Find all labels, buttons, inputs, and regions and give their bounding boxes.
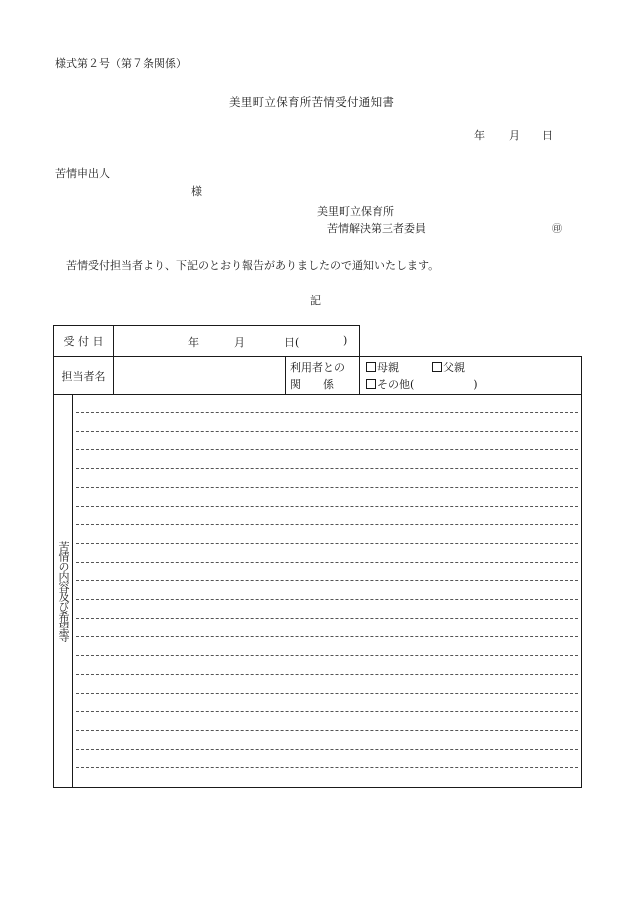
ruled-line	[76, 431, 578, 432]
ruled-line	[76, 487, 578, 488]
received-date-label: 受 付 日	[54, 326, 114, 357]
other-option[interactable]	[366, 378, 414, 391]
honorific-sama: 様	[191, 185, 202, 198]
document-title: 美里町立保育所苦情受付通知書	[229, 95, 395, 109]
notice-text: 苦情受付担当者より、下記のとおり報告がありましたので通知いたします。	[66, 259, 440, 272]
father-option[interactable]	[432, 361, 465, 374]
father-label: 父親	[443, 360, 465, 374]
ruled-line	[76, 693, 578, 694]
content-label-text: 苦情の内容及び希望等	[57, 541, 70, 641]
form-number: 様式第２号（第７条関係）	[55, 57, 187, 70]
ruled-line	[76, 655, 578, 656]
received-weekday-close: )	[343, 334, 348, 347]
content-lines-area[interactable]	[73, 395, 582, 788]
issuer-organization: 美里町立保育所	[317, 205, 394, 218]
other-label: その他(	[377, 377, 415, 391]
ruled-line	[76, 636, 578, 637]
ruled-line	[76, 543, 578, 544]
seal-mark: ㊞	[552, 224, 562, 235]
ruled-line	[76, 618, 578, 619]
ruled-line	[76, 767, 578, 768]
ruled-line	[76, 468, 578, 469]
relation-label	[286, 357, 360, 395]
content-row	[54, 395, 582, 788]
staff-name-field[interactable]	[114, 357, 286, 395]
received-month: 月	[234, 336, 245, 349]
ruled-line	[76, 562, 578, 563]
ruled-line	[76, 580, 578, 581]
ruled-line	[76, 674, 578, 675]
mother-label: 母親	[377, 360, 399, 374]
received-date-field[interactable]	[114, 326, 360, 357]
date-day: 日	[542, 129, 553, 142]
ruled-line	[76, 506, 578, 507]
relation-label-line1: 利用者との	[290, 360, 345, 374]
other-checkbox[interactable]	[366, 379, 376, 389]
mother-checkbox[interactable]	[366, 362, 376, 372]
mother-option[interactable]	[366, 361, 399, 374]
ruled-line	[76, 749, 578, 750]
ki-heading: 記	[310, 294, 321, 307]
ruled-line	[76, 524, 578, 525]
other-close: )	[473, 377, 478, 391]
received-day: 日(	[284, 336, 300, 349]
ruled-lines	[73, 395, 581, 787]
relation-label-line2: 関 係	[290, 377, 334, 391]
content-label	[54, 395, 73, 788]
date-year: 年	[474, 129, 485, 142]
staff-name-label: 担当者名	[54, 357, 114, 395]
ruled-line	[76, 711, 578, 712]
ruled-line	[76, 599, 578, 600]
received-year: 年	[188, 336, 199, 349]
father-checkbox[interactable]	[432, 362, 442, 372]
blank-corner	[360, 326, 582, 357]
issuer-person: 苦情解決第三者委員	[327, 222, 426, 235]
received-date-row	[54, 326, 582, 357]
ruled-line	[76, 730, 578, 731]
staff-row	[54, 357, 582, 395]
complainant-label: 苦情申出人	[55, 167, 110, 180]
complaint-form-table	[53, 325, 582, 788]
date-month: 月	[509, 129, 520, 142]
relation-options	[360, 357, 582, 395]
ruled-line	[76, 449, 578, 450]
ruled-line	[76, 412, 578, 413]
